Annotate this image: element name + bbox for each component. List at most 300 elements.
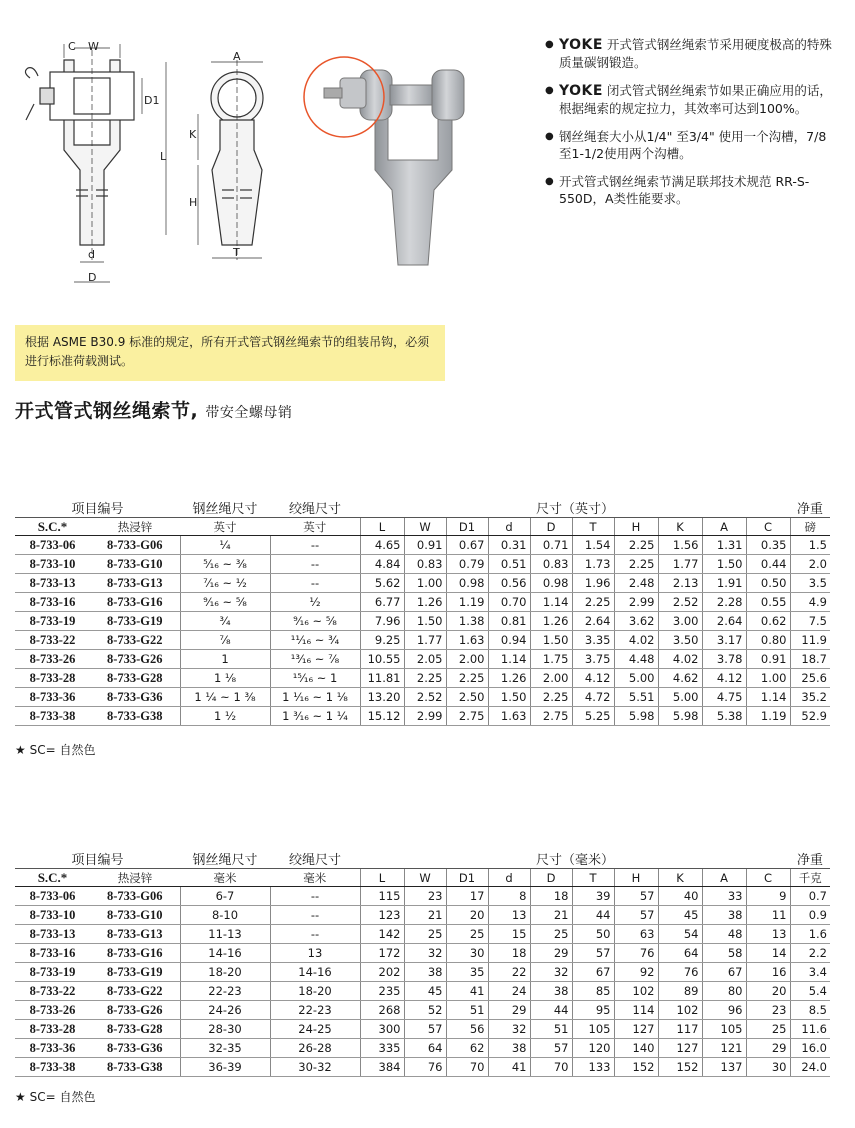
sc-code: 8-733-13 — [15, 925, 90, 944]
bullet-icon: ● — [545, 85, 554, 96]
galvanized-code: 8-733-G28 — [90, 669, 180, 688]
dim-w: 0.83 — [404, 555, 446, 574]
dim-c: 0.44 — [746, 555, 790, 574]
rope-size: 8-10 — [180, 906, 270, 925]
dim-t: 85 — [572, 982, 614, 1001]
dim-k: 89 — [658, 982, 702, 1001]
product-photo — [300, 30, 500, 280]
dim-d: 1.26 — [530, 612, 572, 631]
table-row — [15, 593, 830, 612]
dim-k: 102 — [658, 1001, 702, 1020]
rope-size: 36-39 — [180, 1058, 270, 1077]
header-dim-h: H — [614, 518, 658, 536]
dim-c: 16 — [746, 963, 790, 982]
dim-c: 0.80 — [746, 631, 790, 650]
header-dim-k: K — [658, 869, 702, 887]
dim-w: 52 — [404, 1001, 446, 1020]
dim-h: 4.48 — [614, 650, 658, 669]
galvanized-code: 8-733-G10 — [90, 906, 180, 925]
label-d-big: D — [88, 271, 97, 284]
table-row — [15, 1020, 830, 1039]
dim-d1: 0.67 — [446, 536, 488, 555]
header-units-row — [15, 518, 830, 536]
sc-code: 8-733-10 — [15, 906, 90, 925]
strand-size: -- — [270, 555, 360, 574]
header-dim-t: T — [572, 869, 614, 887]
dim-a: 121 — [702, 1039, 746, 1058]
dim-w: 1.77 — [404, 631, 446, 650]
dim-h: 57 — [614, 887, 658, 906]
dim-d1: 35 — [446, 963, 488, 982]
dim-k: 76 — [658, 963, 702, 982]
dim-h: 140 — [614, 1039, 658, 1058]
galvanized-code: 8-733-G19 — [90, 612, 180, 631]
dim-a: 4.75 — [702, 688, 746, 707]
strand-size: -- — [270, 906, 360, 925]
dim-c: 29 — [746, 1039, 790, 1058]
dim-k: 5.00 — [658, 688, 702, 707]
dim-a: 96 — [702, 1001, 746, 1020]
header-dim-t: T — [572, 518, 614, 536]
dim-d1: 2.50 — [446, 688, 488, 707]
header-dim-d1: D1 — [446, 869, 488, 887]
table-row — [15, 925, 830, 944]
label-w: W — [88, 40, 99, 53]
sc-code: 8-733-19 — [15, 612, 90, 631]
galvanized-code: 8-733-G28 — [90, 1020, 180, 1039]
label-d1: D1 — [144, 94, 160, 107]
dim-w: 76 — [404, 1058, 446, 1077]
dim-a: 80 — [702, 982, 746, 1001]
header-dim-l: L — [360, 869, 404, 887]
dim-d1: 20 — [446, 906, 488, 925]
strand-size: 26-28 — [270, 1039, 360, 1058]
dim-t: 1.96 — [572, 574, 614, 593]
table-row — [15, 555, 830, 574]
dim-d: 51 — [530, 1020, 572, 1039]
dim-w: 38 — [404, 963, 446, 982]
strand-size: ¹¹⁄₁₆ ~ ³⁄₄ — [270, 631, 360, 650]
label-h: H — [189, 196, 198, 209]
rope-size: ³⁄₄ — [180, 612, 270, 631]
sc-code: 8-733-10 — [15, 555, 90, 574]
galvanized-code: 8-733-G13 — [90, 925, 180, 944]
strand-size: ⁹⁄₁₆ ~ ⁵⁄₈ — [270, 612, 360, 631]
dim-d: 1.26 — [488, 669, 530, 688]
rope-size: ⁵⁄₁₆ ~ ³⁄₈ — [180, 555, 270, 574]
sc-code: 8-733-13 — [15, 574, 90, 593]
rope-size: 1 ¹⁄₄ ~ 1 ³⁄₈ — [180, 688, 270, 707]
dim-d: 2.25 — [530, 688, 572, 707]
header-dim-w: W — [404, 869, 446, 887]
galvanized-code: 8-733-G38 — [90, 707, 180, 726]
dim-l: 115 — [360, 887, 404, 906]
dim-k: 3.50 — [658, 631, 702, 650]
sc-code: 8-733-38 — [15, 1058, 90, 1077]
feature-item — [545, 36, 835, 71]
feature-item — [545, 82, 835, 117]
header-weight-unit: 磅 — [790, 518, 830, 536]
weight: 0.9 — [790, 906, 830, 925]
rope-size: 32-35 — [180, 1039, 270, 1058]
dim-k: 3.00 — [658, 612, 702, 631]
dim-t: 1.54 — [572, 536, 614, 555]
dim-a: 105 — [702, 1020, 746, 1039]
dim-k: 127 — [658, 1039, 702, 1058]
dim-c: 20 — [746, 982, 790, 1001]
dim-t: 133 — [572, 1058, 614, 1077]
dim-d: 44 — [530, 1001, 572, 1020]
dim-c: 11 — [746, 906, 790, 925]
dim-d1: 2.25 — [446, 669, 488, 688]
sc-code: 8-733-26 — [15, 650, 90, 669]
dim-h: 2.48 — [614, 574, 658, 593]
dim-d: 25 — [530, 925, 572, 944]
dim-w: 2.25 — [404, 669, 446, 688]
sc-code: 8-733-19 — [15, 963, 90, 982]
weight: 1.5 — [790, 536, 830, 555]
header-item-no: 项目编号 — [71, 502, 124, 517]
strand-size: 18-20 — [270, 982, 360, 1001]
dim-d: 0.98 — [530, 574, 572, 593]
dim-t: 120 — [572, 1039, 614, 1058]
dim-w: 0.91 — [404, 536, 446, 555]
dim-w: 23 — [404, 887, 446, 906]
header-dimensions: 尺寸（毫米） — [535, 853, 614, 868]
dim-k: 5.98 — [658, 707, 702, 726]
dim-l: 300 — [360, 1020, 404, 1039]
dim-w: 1.50 — [404, 612, 446, 631]
dim-a: 1.50 — [702, 555, 746, 574]
dim-c: 0.55 — [746, 593, 790, 612]
dim-d: 21 — [530, 906, 572, 925]
strand-size: -- — [270, 887, 360, 906]
sc-code: 8-733-16 — [15, 944, 90, 963]
brand-name: YOKE — [559, 83, 603, 99]
feature-text: 开式管式钢丝绳索节采用硬度极高的特殊质量碳钢锻造。 — [559, 37, 832, 70]
feature-text: 钢丝绳套大小从1/4" 至3/4" 使用一个沟槽，7/8至1-1/2使用两个沟槽。 — [559, 129, 827, 161]
spec-table-inches — [15, 497, 830, 726]
weight: 5.4 — [790, 982, 830, 1001]
dim-a: 1.91 — [702, 574, 746, 593]
dim-a: 137 — [702, 1058, 746, 1077]
header-rope-unit: 英寸 — [180, 518, 270, 536]
galvanized-code: 8-733-G06 — [90, 887, 180, 906]
table-row — [15, 688, 830, 707]
dim-l: 172 — [360, 944, 404, 963]
rope-size: ¹⁄₄ — [180, 536, 270, 555]
dim-l: 268 — [360, 1001, 404, 1020]
brand-name: YOKE — [559, 37, 603, 53]
dim-w: 57 — [404, 1020, 446, 1039]
galvanized-code: 8-733-G10 — [90, 555, 180, 574]
dim-d: 29 — [488, 1001, 530, 1020]
sc-code: 8-733-38 — [15, 707, 90, 726]
dim-t: 57 — [572, 944, 614, 963]
strand-size: 14-16 — [270, 963, 360, 982]
strand-size: 1 ³⁄₁₆ ~ 1 ¹⁄₄ — [270, 707, 360, 726]
dim-c: 0.35 — [746, 536, 790, 555]
dim-l: 10.55 — [360, 650, 404, 669]
dim-d1: 51 — [446, 1001, 488, 1020]
dim-h: 102 — [614, 982, 658, 1001]
header-galvanized: 热浸锌 — [90, 869, 180, 887]
strand-size: -- — [270, 574, 360, 593]
header-strand-unit: 毫米 — [270, 869, 360, 887]
dim-d1: 1.63 — [446, 631, 488, 650]
galvanized-code: 8-733-G06 — [90, 536, 180, 555]
dim-h: 152 — [614, 1058, 658, 1077]
dim-d1: 56 — [446, 1020, 488, 1039]
table-row — [15, 1058, 830, 1077]
dim-t: 44 — [572, 906, 614, 925]
strand-size: ¹⁵⁄₁₆ ~ 1 — [270, 669, 360, 688]
feature-text: 闭式管式钢丝绳索节如果正确应用的话，根据绳索的规定拉力，其效率可达到100%。 — [559, 83, 832, 116]
sc-code: 8-733-28 — [15, 1020, 90, 1039]
dim-c: 23 — [746, 1001, 790, 1020]
dim-d1: 25 — [446, 925, 488, 944]
dim-h: 92 — [614, 963, 658, 982]
table-row — [15, 944, 830, 963]
dim-w: 2.52 — [404, 688, 446, 707]
strand-size: ¹³⁄₁₆ ~ ⁷⁄₈ — [270, 650, 360, 669]
dim-c: 9 — [746, 887, 790, 906]
footnote-inches: ★ SC= 自然色 — [15, 743, 96, 757]
dim-c: 1.19 — [746, 707, 790, 726]
dim-h: 127 — [614, 1020, 658, 1039]
weight: 3.5 — [790, 574, 830, 593]
table-row — [15, 536, 830, 555]
header-dimensions: 尺寸（英寸） — [535, 502, 614, 517]
dim-l: 6.77 — [360, 593, 404, 612]
feature-item — [545, 173, 835, 207]
load-test-note: 根据 ASME B30.9 标准的规定，所有开式管式钢丝绳索节的组装吊钩，必须进行标准荷载测试。 — [15, 325, 445, 381]
galvanized-code: 8-733-G22 — [90, 982, 180, 1001]
weight: 11.9 — [790, 631, 830, 650]
dim-w: 45 — [404, 982, 446, 1001]
header-weight-unit: 千克 — [790, 869, 830, 887]
rope-size: 24-26 — [180, 1001, 270, 1020]
header-weight: 净重 — [796, 853, 823, 868]
dim-d: 15 — [488, 925, 530, 944]
header-strand-size: 绞绳尺寸 — [288, 502, 341, 517]
weight: 2.0 — [790, 555, 830, 574]
header-strand-size: 绞绳尺寸 — [288, 853, 341, 868]
weight: 25.6 — [790, 669, 830, 688]
weight: 3.4 — [790, 963, 830, 982]
label-l: L — [160, 150, 167, 163]
dim-t: 1.73 — [572, 555, 614, 574]
rope-size: 11-13 — [180, 925, 270, 944]
dim-t: 2.25 — [572, 593, 614, 612]
header-rope-size: 钢丝绳尺寸 — [192, 853, 258, 868]
dim-h: 2.25 — [614, 536, 658, 555]
dim-t: 2.64 — [572, 612, 614, 631]
dim-d: 1.63 — [488, 707, 530, 726]
rope-size: ⁷⁄₈ — [180, 631, 270, 650]
strand-size: 22-23 — [270, 1001, 360, 1020]
weight: 0.7 — [790, 887, 830, 906]
weight: 1.6 — [790, 925, 830, 944]
table-row — [15, 612, 830, 631]
section-subtitle: 带安全螺母销 — [205, 405, 293, 421]
header-units-row — [15, 869, 830, 887]
strand-size: -- — [270, 536, 360, 555]
dim-k: 4.02 — [658, 650, 702, 669]
dim-d: 38 — [488, 1039, 530, 1058]
dim-d: 0.56 — [488, 574, 530, 593]
dim-a: 3.17 — [702, 631, 746, 650]
strand-size: -- — [270, 925, 360, 944]
dim-d: 1.14 — [530, 593, 572, 612]
dim-l: 5.62 — [360, 574, 404, 593]
rope-size: 1 ¹⁄₈ — [180, 669, 270, 688]
dim-c: 25 — [746, 1020, 790, 1039]
dim-a: 48 — [702, 925, 746, 944]
weight: 4.9 — [790, 593, 830, 612]
dim-t: 105 — [572, 1020, 614, 1039]
dim-w: 2.99 — [404, 707, 446, 726]
table-row — [15, 982, 830, 1001]
dim-c: 0.62 — [746, 612, 790, 631]
weight: 8.5 — [790, 1001, 830, 1020]
header-dim-k: K — [658, 518, 702, 536]
dim-c: 0.91 — [746, 650, 790, 669]
feature-list — [545, 36, 835, 218]
dim-a: 1.31 — [702, 536, 746, 555]
weight: 18.7 — [790, 650, 830, 669]
rope-size: 14-16 — [180, 944, 270, 963]
header-dim-c: C — [746, 869, 790, 887]
sc-code: 8-733-28 — [15, 669, 90, 688]
weight: 16.0 — [790, 1039, 830, 1058]
header-item-no: 项目编号 — [71, 853, 124, 868]
dim-t: 67 — [572, 963, 614, 982]
feature-text: 开式管式钢丝绳索节满足联邦技术规范 RR-S-550D，A类性能要求。 — [559, 174, 810, 206]
header-strand-unit: 英寸 — [270, 518, 360, 536]
dim-l: 142 — [360, 925, 404, 944]
sc-code: 8-733-36 — [15, 688, 90, 707]
label-d-small: d — [88, 248, 95, 261]
dim-h: 4.02 — [614, 631, 658, 650]
strand-size: 24-25 — [270, 1020, 360, 1039]
sc-code: 8-733-06 — [15, 536, 90, 555]
dim-h: 5.51 — [614, 688, 658, 707]
dim-k: 45 — [658, 906, 702, 925]
dim-d: 18 — [488, 944, 530, 963]
galvanized-code: 8-733-G26 — [90, 1001, 180, 1020]
section-title-main: 开式管式钢丝绳索节, — [15, 400, 199, 422]
dim-d: 32 — [488, 1020, 530, 1039]
dim-c: 30 — [746, 1058, 790, 1077]
header-rope-unit: 毫米 — [180, 869, 270, 887]
dim-h: 2.25 — [614, 555, 658, 574]
dim-k: 40 — [658, 887, 702, 906]
dim-d1: 2.00 — [446, 650, 488, 669]
galvanized-code: 8-733-G38 — [90, 1058, 180, 1077]
dim-d: 0.83 — [530, 555, 572, 574]
dim-l: 235 — [360, 982, 404, 1001]
sc-code: 8-733-22 — [15, 631, 90, 650]
dim-l: 11.81 — [360, 669, 404, 688]
dim-d1: 30 — [446, 944, 488, 963]
header-dim-d: D — [530, 518, 572, 536]
dim-a: 2.64 — [702, 612, 746, 631]
weight: 7.5 — [790, 612, 830, 631]
label-c: C — [68, 40, 76, 53]
dim-d: 2.00 — [530, 669, 572, 688]
section-title — [15, 396, 292, 423]
dim-t: 5.25 — [572, 707, 614, 726]
dim-l: 4.84 — [360, 555, 404, 574]
table-row — [15, 1001, 830, 1020]
dim-d1: 1.19 — [446, 593, 488, 612]
rope-size: 1 ¹⁄₂ — [180, 707, 270, 726]
dim-a: 3.78 — [702, 650, 746, 669]
label-k: K — [189, 128, 197, 141]
sc-code: 8-733-06 — [15, 887, 90, 906]
dim-l: 9.25 — [360, 631, 404, 650]
dim-d1: 0.79 — [446, 555, 488, 574]
dim-d: 0.70 — [488, 593, 530, 612]
sc-code: 8-733-36 — [15, 1039, 90, 1058]
dim-l: 4.65 — [360, 536, 404, 555]
dim-w: 64 — [404, 1039, 446, 1058]
dim-d: 1.50 — [530, 631, 572, 650]
header-weight: 净重 — [796, 502, 823, 517]
dim-a: 38 — [702, 906, 746, 925]
dim-c: 1.14 — [746, 688, 790, 707]
bullet-icon: ● — [545, 39, 554, 50]
rope-size: ⁹⁄₁₆ ~ ⁵⁄₈ — [180, 593, 270, 612]
dim-t: 50 — [572, 925, 614, 944]
dim-d: 13 — [488, 906, 530, 925]
dim-w: 1.00 — [404, 574, 446, 593]
dim-d1: 17 — [446, 887, 488, 906]
technical-drawings — [0, 0, 300, 300]
dim-d: 29 — [530, 944, 572, 963]
label-a: A — [233, 50, 241, 63]
dim-d: 1.50 — [488, 688, 530, 707]
dim-d1: 0.98 — [446, 574, 488, 593]
dim-d: 18 — [530, 887, 572, 906]
header-dim-d: D — [530, 869, 572, 887]
dim-d: 2.75 — [530, 707, 572, 726]
weight: 2.2 — [790, 944, 830, 963]
header-dim-w: W — [404, 518, 446, 536]
rope-size: 22-23 — [180, 982, 270, 1001]
header-dim-l: L — [360, 518, 404, 536]
dim-d: 22 — [488, 963, 530, 982]
header-dim-c: C — [746, 518, 790, 536]
table-row — [15, 887, 830, 906]
galvanized-code: 8-733-G16 — [90, 593, 180, 612]
header-sc: S.C.* — [15, 869, 90, 887]
dim-h: 114 — [614, 1001, 658, 1020]
dim-d: 38 — [530, 982, 572, 1001]
weight: 24.0 — [790, 1058, 830, 1077]
dim-d: 8 — [488, 887, 530, 906]
label-t: T — [233, 246, 240, 259]
dim-t: 95 — [572, 1001, 614, 1020]
dim-t: 4.72 — [572, 688, 614, 707]
dim-d1: 2.75 — [446, 707, 488, 726]
table-row — [15, 669, 830, 688]
dim-l: 15.12 — [360, 707, 404, 726]
header-galvanized: 热浸锌 — [90, 518, 180, 536]
table-row — [15, 631, 830, 650]
spec-table-mm — [15, 848, 830, 1077]
